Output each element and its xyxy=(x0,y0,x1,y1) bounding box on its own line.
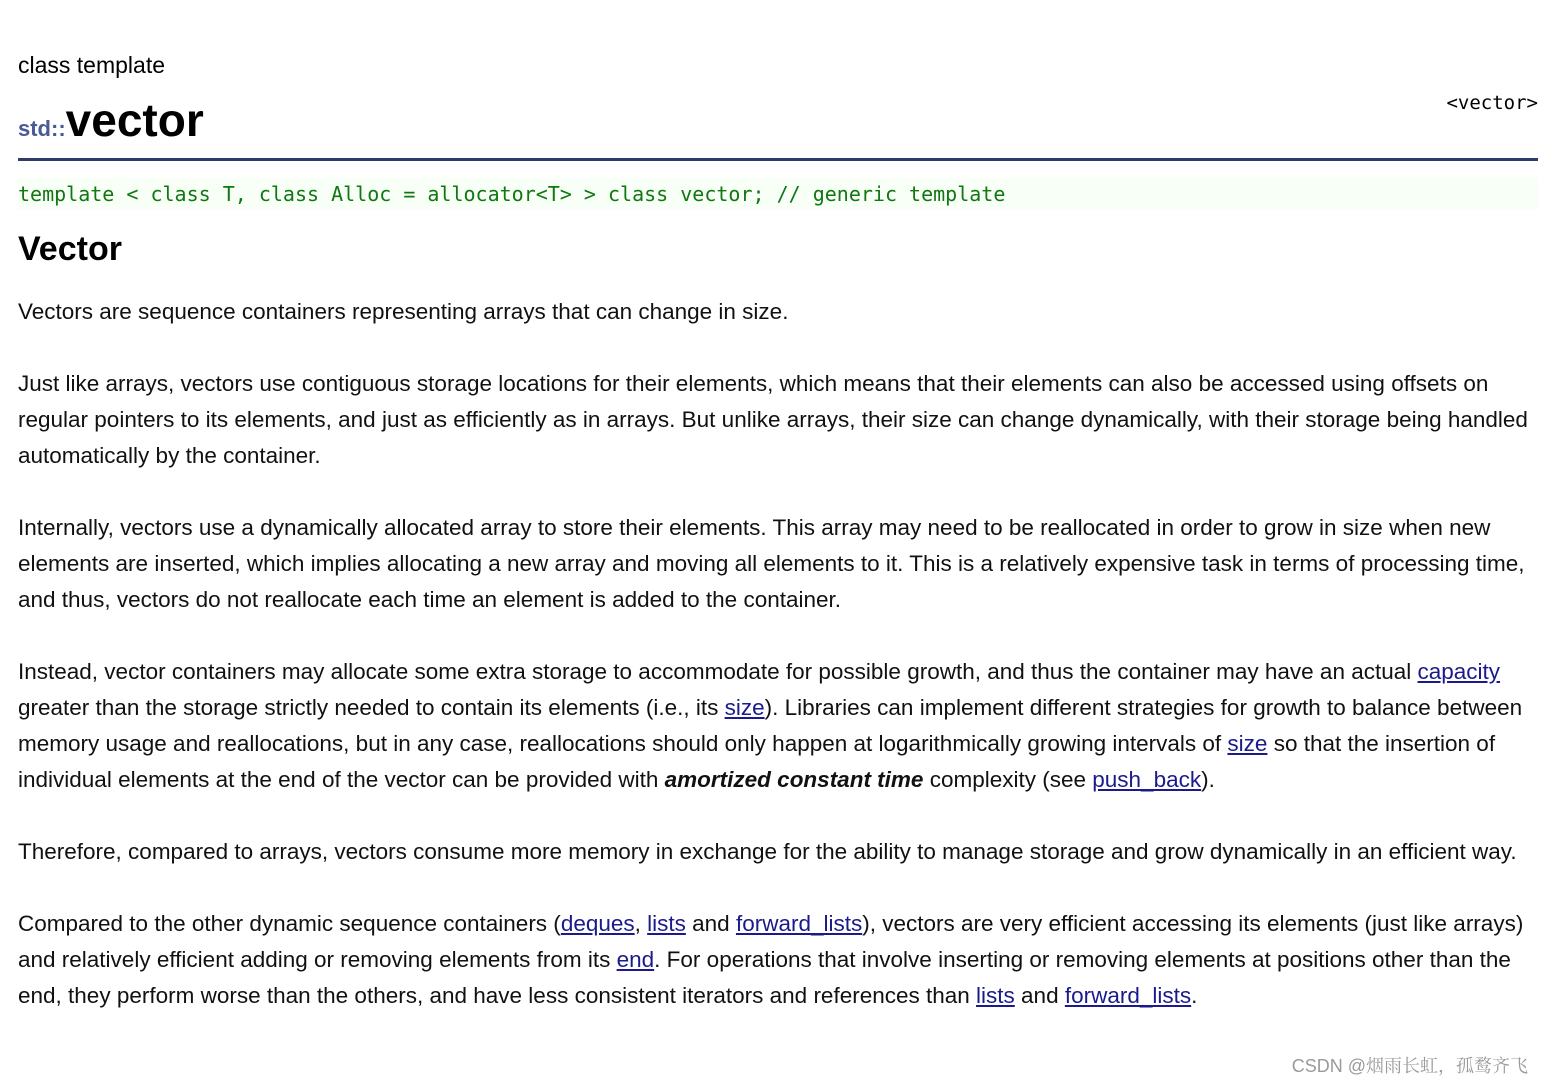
watermark: CSDN @烟雨长虹，孤鹜齐飞 xyxy=(1291,1056,1528,1076)
text: . xyxy=(1191,983,1198,1008)
section-heading: Vector xyxy=(18,230,122,268)
text: ), vectors are very efficient accessing its elements (just like arrays) and relatively efficient adding or removing elements from its xyxy=(18,911,1524,972)
paragraph-2: Just like arrays, vectors use contiguous storage locations for their elements, which means that their elements can also be accessed using offsets on regular pointers to its elements, and just as efficiently as in arrays. But unlike arrays, their size can change dynamically, with their storage being handled automatically by the container. xyxy=(18,371,1528,468)
push-back-link[interactable]: push_back xyxy=(1092,767,1202,792)
text: . For operations that involve inserting or removing elements at positions other than the end, they perform worse than the others, and have less consistent iterators and references than xyxy=(18,947,1511,1008)
end-link[interactable]: end xyxy=(616,947,655,972)
lists-link[interactable]: lists xyxy=(976,983,1015,1008)
text: so that the insertion of individual elements at the end of the vector can be provided with xyxy=(18,731,1496,792)
lists-link[interactable]: lists xyxy=(647,911,686,936)
text: and xyxy=(1014,983,1065,1008)
text: , xyxy=(634,911,648,936)
size-link[interactable]: size xyxy=(724,695,765,720)
namespace-label: std:: xyxy=(18,116,66,141)
prototype-code: template < class T, class Alloc = allocator<T> > class vector; // generic template xyxy=(18,178,1538,210)
paragraph-1: Vectors are sequence containers representing arrays that can change in size. xyxy=(18,299,789,324)
text: greater than the storage strictly needed to contain its elements (i.e., its xyxy=(18,695,725,720)
title-block xyxy=(18,92,1538,161)
size-link[interactable]: size xyxy=(1227,731,1268,756)
capacity-link[interactable]: capacity xyxy=(1417,659,1501,684)
text: and xyxy=(685,911,736,936)
text: Compared to the other dynamic sequence containers ( xyxy=(18,911,561,936)
paragraph-5: Therefore, compared to arrays, vectors consume more memory in exchange for the ability to manage storage and grow dynamically in an efficient way. xyxy=(18,839,1517,864)
text: ). Libraries can implement different strategies for growth to balance between memory usage and reallocations, but in any case, reallocations should only happen at logarithmically growing intervals of xyxy=(18,695,1523,756)
page-title: vector xyxy=(65,94,204,146)
pre-title: class template xyxy=(18,52,166,78)
forward-lists-link[interactable]: forward_lists xyxy=(1064,983,1192,1008)
emphasis-text: amortized constant time xyxy=(664,767,924,792)
description xyxy=(18,294,1542,1050)
text: ). xyxy=(1201,767,1215,792)
deques-link[interactable]: deques xyxy=(560,911,635,936)
text: Instead, vector containers may allocate some extra storage to accommodate for possible growth, and thus the container may have an actual xyxy=(18,659,1418,684)
text: complexity (see xyxy=(923,767,1093,792)
forward-lists-link[interactable]: forward_lists xyxy=(735,911,863,936)
header-file-label: <vector> xyxy=(1446,92,1538,114)
paragraph-4 xyxy=(18,654,1542,798)
paragraph-6 xyxy=(18,906,1542,1014)
paragraph-3: Internally, vectors use a dynamically allocated array to store their elements. This array may need to be reallocated in order to grow in size when new elements are inserted, which implies allocating a new array and moving all elements to it. This is a relatively expensive task in terms of processing time, and thus, vectors do not reallocate each time an element is added to the container. xyxy=(18,515,1525,612)
